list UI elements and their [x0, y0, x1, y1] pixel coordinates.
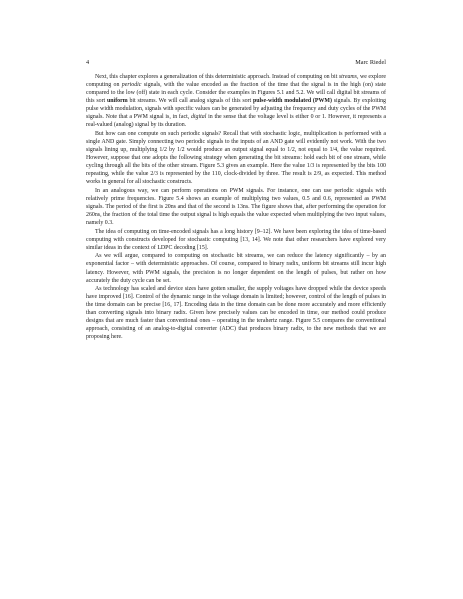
running-head-author: Marc Riedel — [355, 59, 386, 66]
text-span-em: digital — [190, 114, 207, 121]
body-text — [86, 73, 386, 342]
text-span: bit streams. We will call analog signals of this sort — [127, 98, 253, 105]
text-span: As we will argue, compared to computing on stochastic bit streams, we can reduce the latency significantly – by an exponential factor – with deterministic approaches. Of course, compared to binary radix, uniform bit streams still incur high latency. However, with PWM signals, the precision is no longer dependent on the length of pulses, but rather on how accurately the duty cycle can be set. — [86, 253, 386, 284]
running-header — [86, 58, 386, 68]
text-span: In an analogous way, we can perform operations on PWM signals. For instance, one can use periodic signals with relatively prime frequencies. Figure 5.4 shows an example of multiplying two values, 0.5 and 0.6, represented as PWM signals. The period of the first is 20ns and that of the second is 13ns. The figure shows that, after performing the operation for 260ns, the fraction of the total time the output signal is high equals the value expected when multiplying the two input values, namely 0.3. — [86, 187, 386, 227]
text-span-em: streams — [338, 74, 357, 80]
text-span: The idea of computing on time-encoded signals has a long history [9–12]. We have been exploring the idea of time-based computing with constructs developed for stochastic computing [13, 14]. We note that other researchers have explored very similar ideas in the context of LDPC decoding [15]. — [86, 228, 386, 251]
text-span-bold: pulse-width modulated (PWM) — [252, 98, 332, 105]
text-span: signals. By exploiting pulse width modulation, signals with specific values can be generated by adjusting the frequency and duty cycles of the PWM signals. Note that a PWM signal is, in fact, — [86, 98, 386, 121]
text-span: in the sense that the voltage level is either 0 or 1. However, it represents a real-valued (analog) signal by its duration. — [86, 114, 386, 129]
text-span: As technology has scaled and device sizes have gotten smaller, the supply voltages have dropped while the device speeds have improved [16]. Control of the dynamic range in the voltage domain is limited; however, control of the length of pulses in the time domain can be precise [16, 17]. Encoding data in the time domain can be done more accurately and more efficiently than converting signals into binary radix. Given how precisely values can be encoded in time, our method could produce designs that are much faster than conventional ones – operating in the terahertz range. Figure 5.5 compares the conventional approach, consisting of an analog-to-digital converter (ADC) that produces binary radix, to the new methods that we are proposing here. — [86, 286, 386, 341]
text-span: Next, this chapter explores a generalization of this deterministic approach. Instead of computing on bit — [95, 74, 339, 80]
paragraph — [86, 228, 386, 252]
text-span-bold: uniform — [107, 98, 128, 105]
text-span-em: periodic — [121, 82, 142, 89]
text-span: But how can one compute on such periodic signals? Recall that with stochastic logic, multiplication is performed with a single AND gate. Simply connecting two periodic signals to the inputs of an AND gate will evidently not work. With the two signals lining up, multiplying 1/2 by 1/2 would produce an output signal equal to 1/2, not equal to 1/4, the value required. However, suppose that one adopts the following strategy when generating the bit streams: hold each bit of one stream, while cycling through all the bits of the other stream. Figure 5.3 gives an example. Here the value 1/3 is represented by the bits 100 repeating, while the value 2/3 is represented by the 110, clock-divided by three. The result is 2/9, as expected. This method works in general for all stochastic constructs. — [86, 130, 386, 186]
paragraph — [86, 73, 386, 129]
text-span: , we explore computing on — [86, 74, 386, 89]
page-number: 4 — [86, 59, 90, 66]
paragraph — [86, 252, 386, 284]
paragraph — [86, 285, 386, 341]
paragraph — [86, 130, 386, 186]
text-span: signals, with the value encoded as the fraction of the time that the signal is in the high (on) state compared to the low (off) state in each cycle. Consider the examples in Figures 5.1 and 5.2. We will call digital bit streams of this sort — [86, 82, 386, 105]
paragraph — [86, 187, 386, 227]
